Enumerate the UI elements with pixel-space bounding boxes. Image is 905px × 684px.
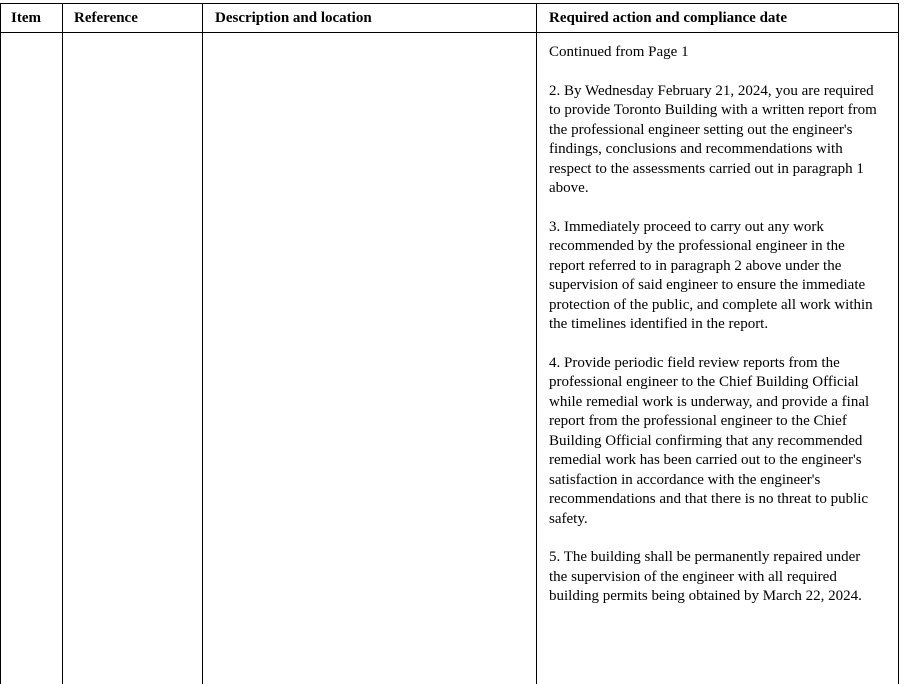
action-paragraph-3: 3. Immediately proceed to carry out any work recommended by the professional engineer in the report referred to in paragraph 2 above under the supervision of said engineer to ensure the immediate protection of the public, and complete all work within the timelines identified in the report. (549, 218, 873, 332)
action-paragraph-5: 5. The building shall be permanently repaired under the supervision of the engineer with all required building permits being obtained by March 22, 2024. (549, 549, 862, 604)
column-divider (0, 3, 1, 684)
column-divider (202, 3, 203, 684)
column-divider (536, 3, 537, 684)
action-paragraph-4: 4. Provide periodic field review reports from the professional engineer to the Chief Building Official while remedial work is underway, and provide a final report from the professional engineer to the Chief Building Official confirming that any recommended remedial work has been carried out to the engineer's satisfaction in accordance with the engineer's recommendations and that there is no threat to public safety. (549, 354, 870, 527)
header-required-action: Required action and compliance date (549, 10, 788, 26)
action-paragraph-2: 2. By Wednesday February 21, 2024, you are required to provide Toronto Building with a written report from the professional engineer setting out the engineer's findings, conclusions and recommendations with respect to the assessments carried out in paragraph 1 above. (549, 82, 877, 196)
header-reference: Reference (74, 10, 138, 26)
table-top-border (0, 3, 899, 4)
header-bottom-border (0, 32, 899, 33)
header-description: Description and location (215, 10, 372, 26)
header-item: Item (11, 10, 41, 26)
continued-note: Continued from Page 1 (549, 44, 689, 60)
column-divider (62, 3, 63, 684)
required-action-cell (549, 43, 881, 626)
column-divider (898, 3, 899, 684)
